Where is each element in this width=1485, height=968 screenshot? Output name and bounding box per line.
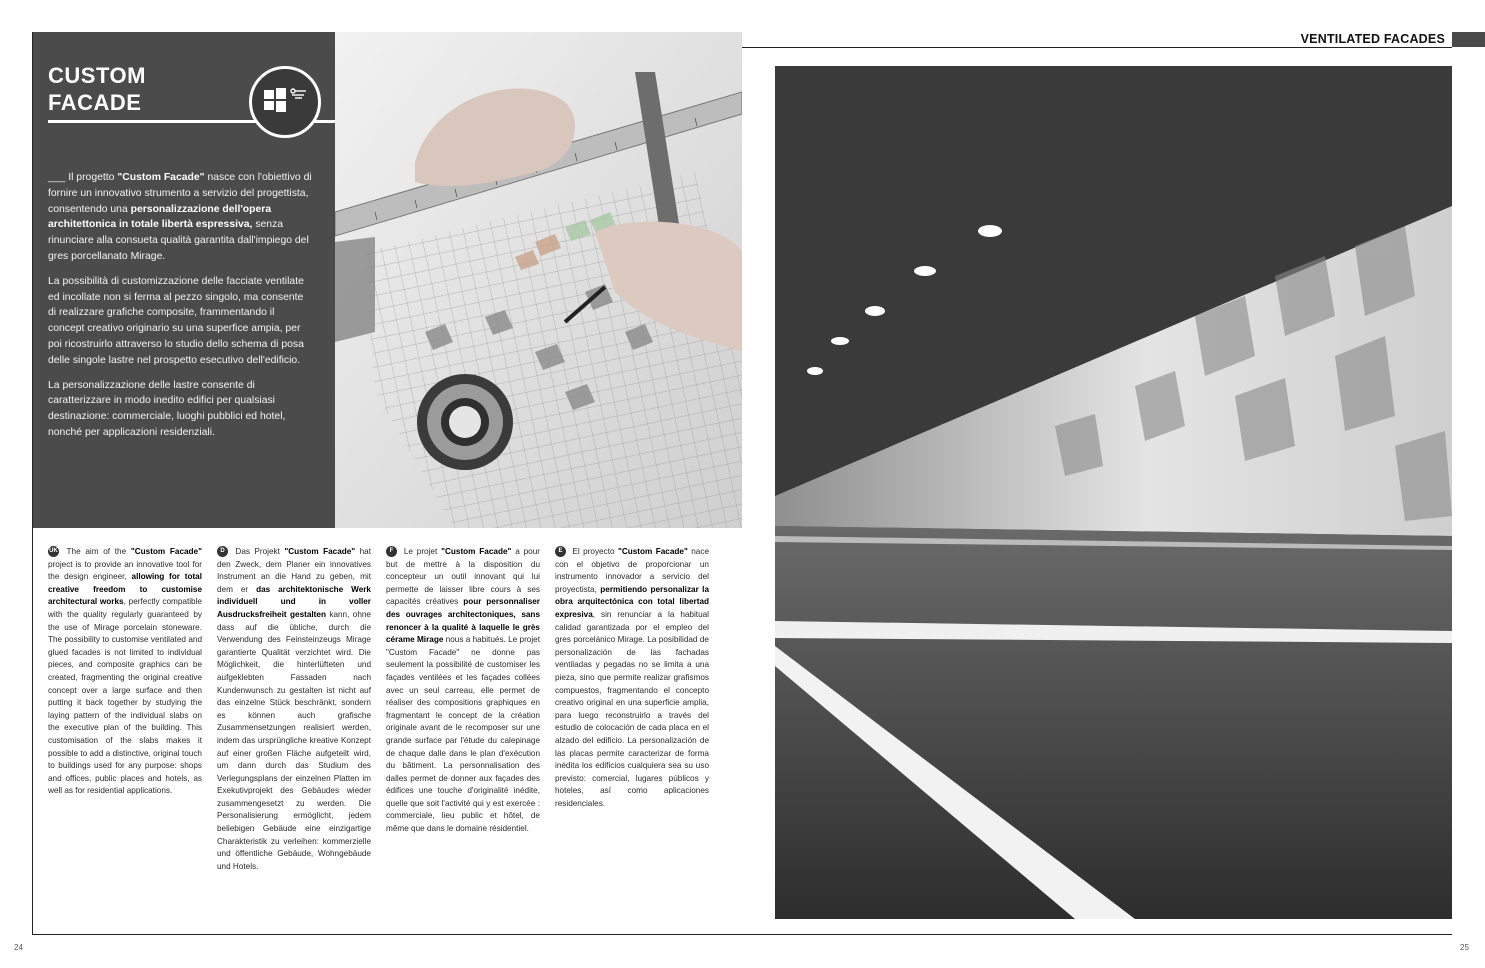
column-english: UK The aim of the "Custom Facade" project is to provide an innovative tool for the design engineer, allowing for total creative freedom to customise architectural works, perfectly compatible with the quality regularly guaranteed by the use of Mirage porcelain stoneware. The possibility to customise ventilated and glued facades is not limited to individual pieces, and composite graphics can be created, fragmenting the original creative concept over a large surface and then putting it back together by studying the laying pattern of the individual slabs on the executive plan of the building. This customisation of the slabs makes it possible to add a distinctive, original touch to buildings used for any purpose: shops and offices, public places and hotels, as well as for residential applications. [48,547,202,796]
drafting-photo [335,32,742,528]
intro-text [48,170,313,450]
uk-badge: UK [48,546,59,557]
section-label: VENTILATED FACADES [1300,32,1445,46]
facade-icon [249,66,321,138]
page-title: CUSTOM FACADE [48,63,146,115]
de-badge: D [217,546,228,557]
section-bar [1452,32,1485,47]
intro-panel [33,32,335,528]
intro-paragraph-2: La possibilità di customizzazione delle facciate ventilate ed incollate non si ferma al pezzo singolo, ma consente di realizzare grafiche composite, frammentando il concept creativo originario su una superfice ampia, per poi ricostruirlo attraverso lo studio dello schema di posa delle singole lastre nel prospetto esecutivo dell'edificio. [48,275,304,366]
top-rule [742,47,1452,48]
column-spanish: E El proyecto "Custom Facade" nace con el objetivo de proporcionar un instrumento innovador a servicio del proyectista, permitiendo personalizar la obra arquitectónica con total libertad expresiva, sin renunciar a la habitual calidad garantizada por el empleo del gres porcelánico Mirage. La posibilidad de personalización de las fachadas ventiladas y pegadas no se limita a una pieza, sino que permite realizar grafismos compuestos, fragmentando el concepto creativo original en una superficie amplia, para luego reconstruirlo a través del estudio de colocación de cada placa en el alzado del edificio. La personalización de las placas permite caracterizar de forma inédita los edificios cualquiera sea su uso previsto: comercial, lugares públicos y hoteles, así como aplicaciones residenciales. [555,547,710,808]
es-badge: E [555,546,566,557]
intro-paragraph-3: La personalizzazione delle lastre consente di caratterizzare in modo inedito edifici per qualsiasi destinazione: commerciale, luoghi pubblici ed hotel, nonché per applicazioni residenziali. [48,379,286,438]
bottom-rule [32,934,1452,935]
intro-paragraph-1: ___ Il progetto "Custom Facade" nasce con l'obiettivo di fornire un innovativo strumento a servizio del progettista, consentendo una personalizzazione dell'opera architettonica in totale libertà espressiva, senza rinunciare alla consueta qualità garantita dall'impiego del gres porcellanato Mirage. [48,172,312,262]
fr-badge: F [386,546,397,557]
tunnel-photo [775,66,1452,919]
page-number-left: 24 [14,943,23,952]
page-number-right: 25 [1460,943,1469,952]
column-german: D Das Projekt "Custom Facade" hat den Zweck, dem Planer ein innovatives Instrument an die Hand zu geben, mit dem er das architektonische Werk individuell und in voller Ausdrucksfreiheit gestalten kann, ohne dass auf die übliche, durch die Verwendung des Feinsteinzeugs Mirage garantierte Qualität verzichtet wird. Die Möglichkeit, die hinterlüfteten und aufgeklebten Fassaden nach Kundenwunsch zu gestalten ist nicht auf das einzelne Stück beschränkt, sondern es können auch grafische Zusammensetzungen realisiert werden, indem das ursprüngliche kreative Konzept auf einer großen Fläche aufgeteilt wird, um dann durch das Studium des Verlegungsplans der einzelnen Platten im Exekutivprojekt des Gebäudes wieder zusammengesetzt zu werden. Die Personalisierung ermöglicht, jedem beliebigen Gebäude eine einzigartige Charakteristik zu verleihen: kommerzielle und öffentliche Gebäude, Wohngebäude und Hotels. [217,547,371,871]
column-french: F Le projet "Custom Facade" a pour but de mettre à la disposition du concepteur un outil innovant qui lui permette de laisser libre cours à ses capacités créatives pour personnaliser des ouvrages architectoniques, sans renoncer à la qualité à laquelle le grès cérame Mirage nous a habitués. Le projet "Custom Facade" ne donne pas seulement la possibilité de customiser les façades ventilées et les façades collées avec un seul carreau, elle permet de réaliser des compositions graphiques en fragmentant le concept de la création originale avant de le recomposer sur une grande surface par l'étude du calepinage de chaque dalle dans le plan d'exécution du bâtiment. La personnalisation des dalles permet de donner aux façades des édifices une touche d'originalité inédite, quelle que soit l'activité qui y est exercée : commerciale, lieu public et hôtel, de même que dans le domaine résidentiel. [386,547,540,834]
